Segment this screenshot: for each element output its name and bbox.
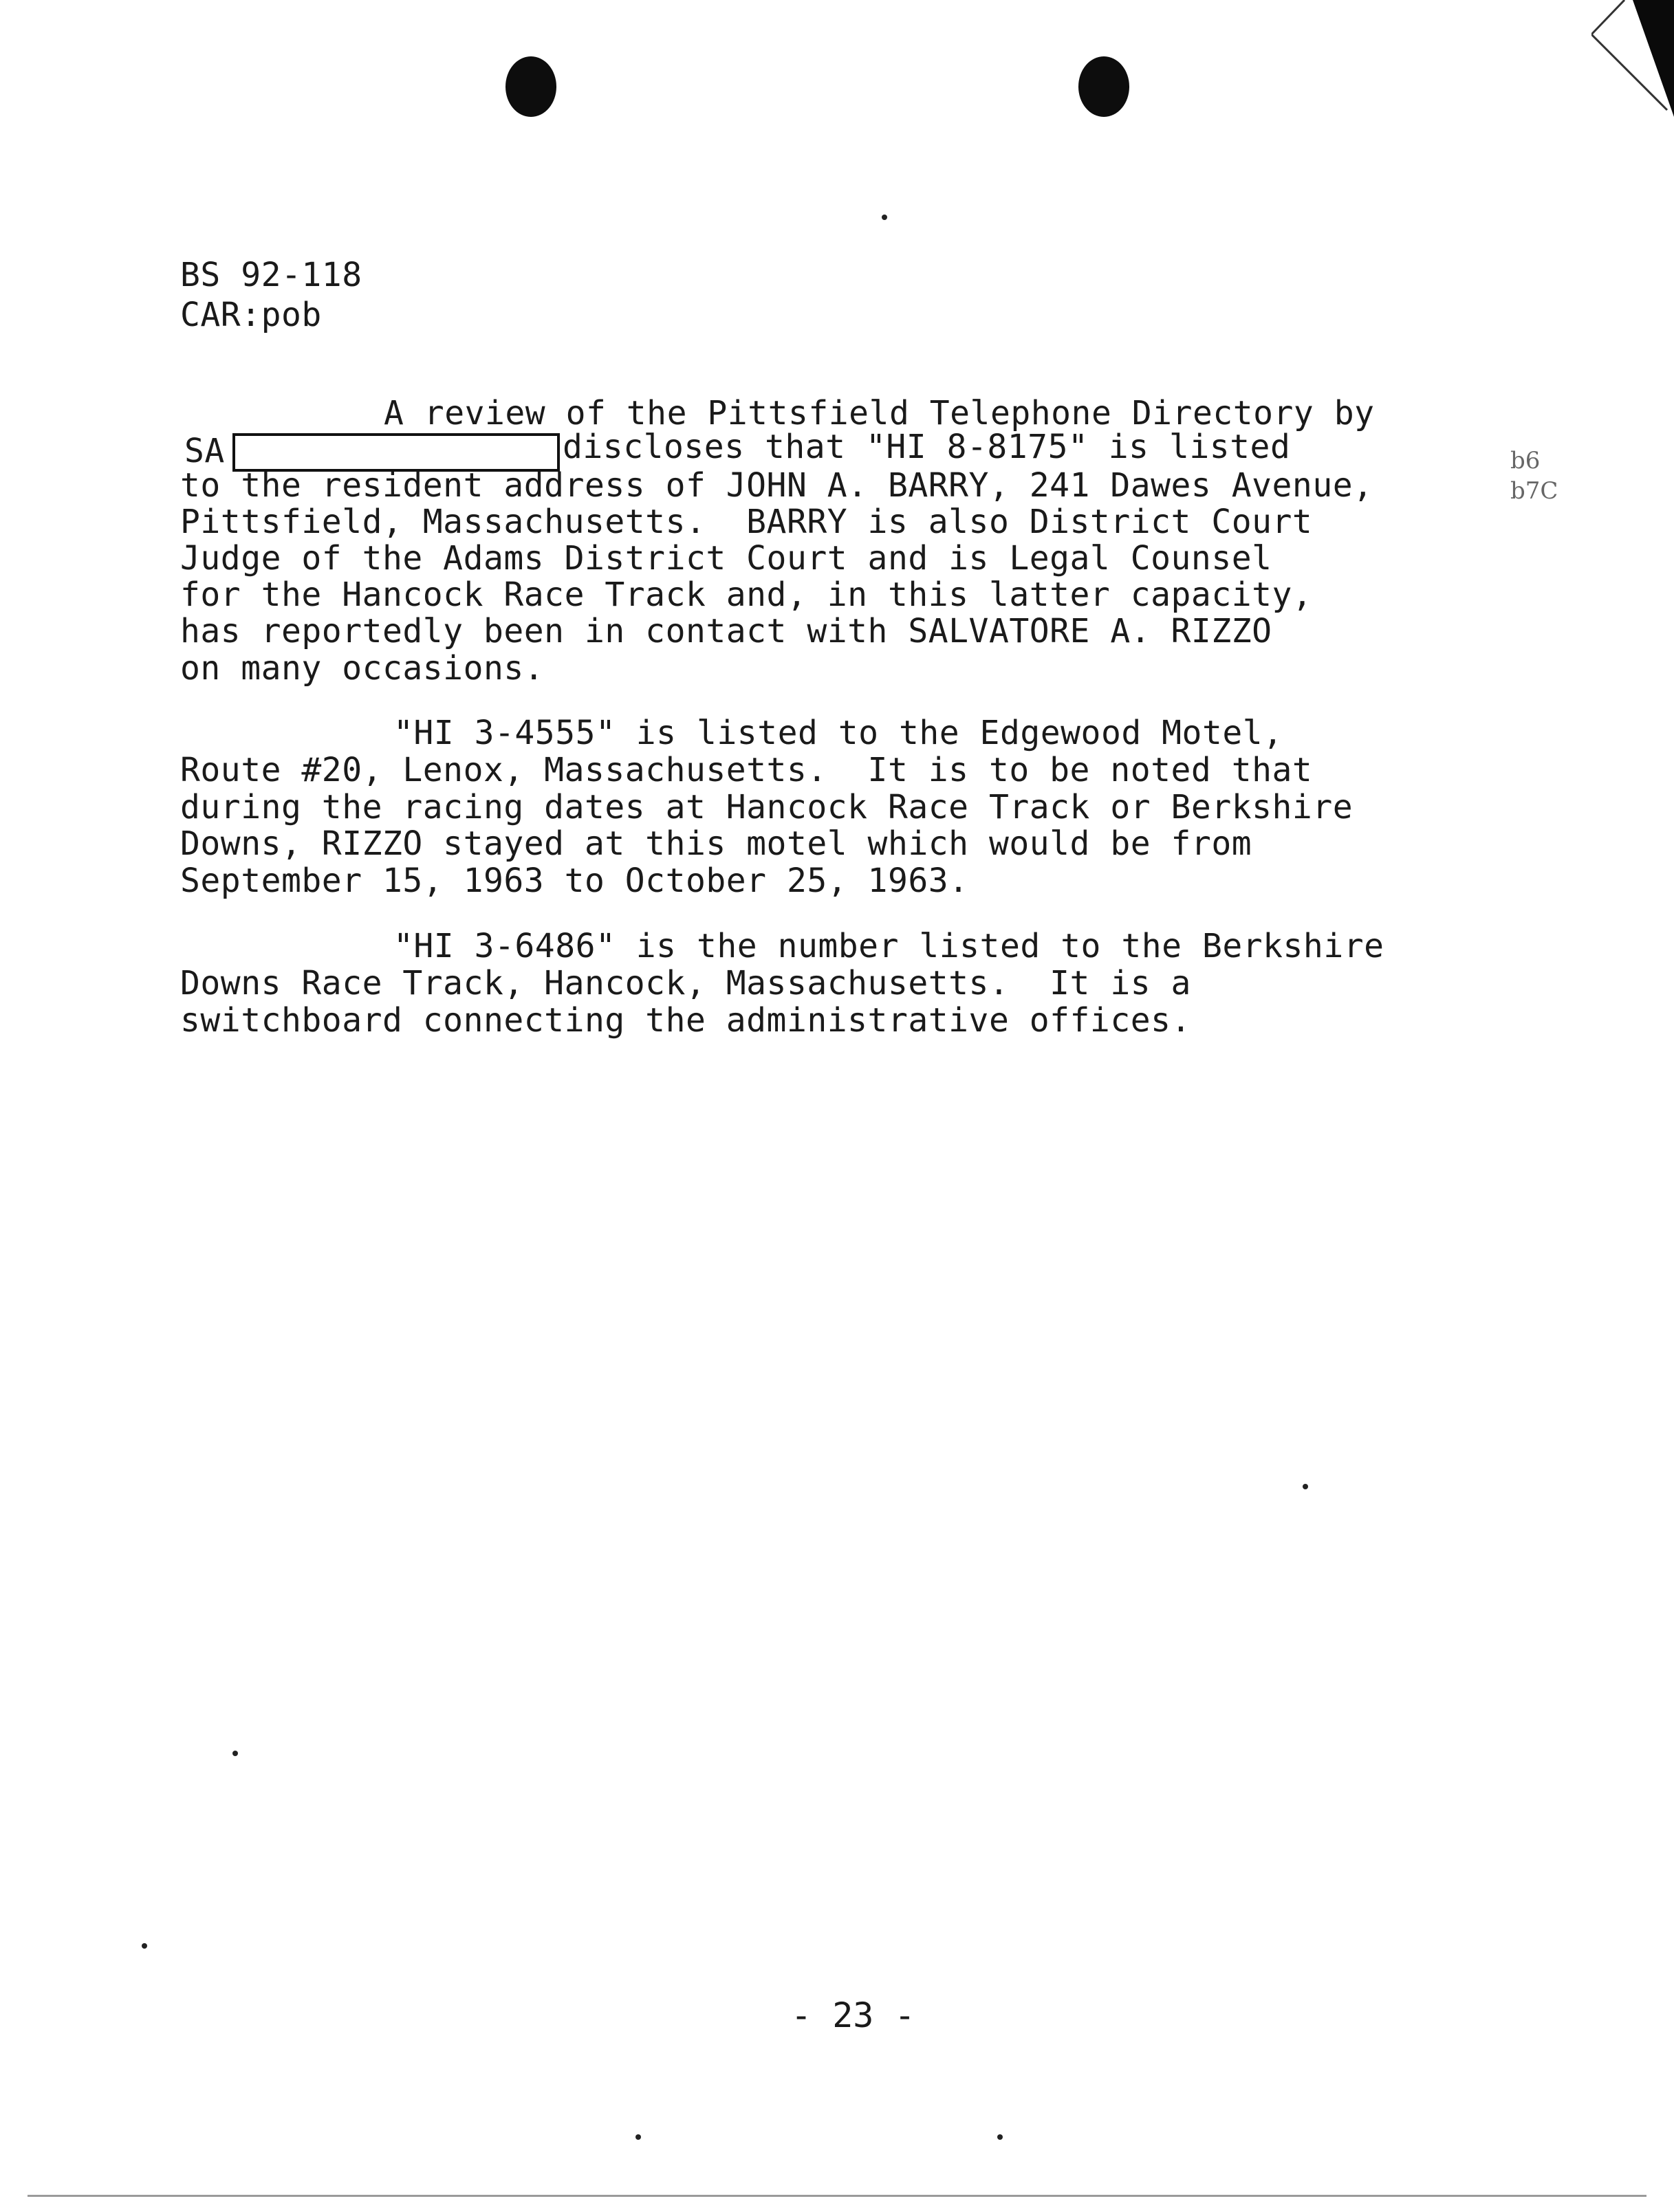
paragraph-2-line-1: "HI 3-4555" is listed to the Edgewood Motel,: [393, 714, 1283, 752]
paragraph-2-line-4: Downs, RIZZO stayed at this motel which would be from: [180, 824, 1252, 863]
paragraph-1-line-6: for the Hancock Race Track and, in this latter capacity,: [180, 576, 1313, 614]
scan-speck: [882, 215, 887, 220]
exemption-code-b7c: b7C: [1510, 477, 1558, 505]
scan-speck: [997, 2134, 1003, 2140]
paragraph-1-line-5: Judge of the Adams District Court and is Legal Counsel: [180, 539, 1272, 578]
paragraph-2-line-2: Route #20, Lenox, Massachusetts. It is to be noted that: [180, 751, 1313, 789]
file-number: BS 92-118: [180, 256, 362, 294]
paragraph-3-line-3: switchboard connecting the administrative offices.: [180, 1001, 1191, 1040]
folded-corner: [1591, 0, 1674, 117]
punch-hole-left: [506, 56, 556, 117]
page-bottom-edge: [28, 2195, 1646, 2197]
paragraph-3-line-1: "HI 3-6486" is the number listed to the Berkshire: [393, 927, 1384, 965]
paragraph-1-line-1: A review of the Pittsfield Telephone Directory by: [384, 394, 1375, 432]
scan-speck: [1303, 1484, 1308, 1489]
paragraph-3-line-2: Downs Race Track, Hancock, Massachusetts. It is a: [180, 964, 1191, 1003]
scan-speck: [635, 2134, 641, 2140]
scan-speck: [232, 1751, 238, 1756]
punch-hole-right: [1078, 56, 1129, 117]
paragraph-1-line-2: discloses that "HI 8-8175" is listed: [563, 428, 1291, 466]
file-initials: CAR:pob: [180, 296, 322, 334]
paragraph-1-line-8: on many occasions.: [180, 649, 545, 688]
paragraph-1-line-4: Pittsfield, Massachusetts. BARRY is also District Court: [180, 503, 1313, 541]
exemption-code-b6: b6: [1510, 447, 1541, 474]
scan-speck: [142, 1943, 147, 1949]
paragraph-1-line-7: has reportedly been in contact with SALVATORE A. RIZZO: [180, 612, 1272, 650]
paragraph-2-line-3: during the racing dates at Hancock Race Track or Berkshire: [180, 788, 1354, 826]
paragraph-2-line-5: September 15, 1963 to October 25, 1963.: [180, 862, 969, 900]
page-number: - 23 -: [791, 1995, 915, 2035]
paragraph-1-line-3: to the resident address of JOHN A. BARRY, 241 Dawes Avenue,: [180, 466, 1373, 505]
paragraph-1-line-2-prefix: SA: [184, 432, 225, 470]
